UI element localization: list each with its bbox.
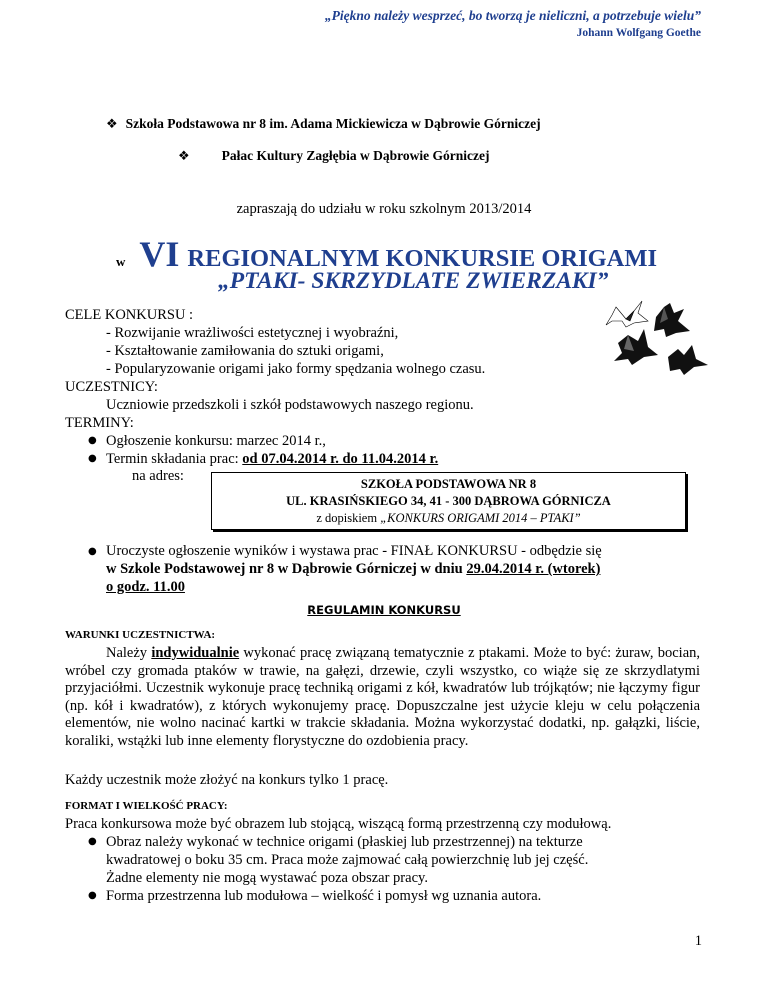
address-note: z dopiskiem „KONKURS ORIGAMI 2014 – PTAKI” [316, 511, 581, 525]
origami-crane-icon [606, 301, 648, 327]
address-street: UL. KRASIŃSKIEGO 34, 41 - 300 DĄBROWA GÓRNICZA [286, 494, 611, 508]
participants-text: Uczniowie przedszkoli i szkół podstawowych naszego regionu. [106, 397, 474, 413]
goal-item: - Rozwijanie wrażliwości estetycznej i wyobraźni, [106, 325, 399, 341]
format-heading: FORMAT I WIELKOŚĆ PRACY: [65, 800, 228, 812]
format-bullet-1: Żadne elementy nie mogą wystawać poza obszar pracy. [106, 870, 428, 886]
goal-item: - Kształtowanie zamiłowania do sztuki origami, [106, 343, 384, 359]
invite-text: zapraszają do udziału w roku szkolnym 2013/2014 [236, 201, 532, 217]
format-intro: Praca konkursowa może być obrazem lub stojącą, wiszącą formą przestrzenną czy modułową. [65, 816, 612, 832]
page-number: 1 [694, 933, 702, 949]
bullet-dot-icon: ● [88, 546, 97, 557]
final-line-3: o godz. 11.00 [106, 579, 185, 595]
participants-heading: UCZESTNICY: [65, 379, 158, 395]
format-bullet-1: Obraz należy wykonać w technice origami (płaskiej lub przestrzennej) na tekturze [106, 834, 583, 850]
organizer-2: ❖ Pałac Kultury Zagłębia w Dąbrowie Górniczej [178, 148, 490, 164]
diamond-bullet-icon: ❖ [178, 149, 190, 164]
bullet-dot-icon: ● [88, 836, 97, 847]
origami-crane-icon [654, 303, 690, 337]
address-label: na adres: [132, 468, 184, 484]
goals-heading: CELE KONKURSU : [65, 307, 194, 323]
conditions-paragraph: Należy indywidualnie wykonać pracę związaną tematycznie z ptakami. Może to być: żuraw, bocian, wróbel czy gromada ptaków w trawie, na gałęzi, drzewie, czyli wszystko, co wiąże się ze skrzydlatymi przyjaciółmi. Uczestnik wykonuje pracę techniką origami z kół, kwadratów lub trójkątów; nie łączymy figur (np. kół i kwadratów), z których wykonujemy pracę. Dopuszczalne jest użycie kleju w celu połączenia elementów, nie wolno nacinać kartki w trakcie składania. Można wykorzystać dodatki, np. gałązki, liście, koraliki, wstążki lub inne elementy florystyczne do ozdobienia pracy. [65, 645, 700, 749]
motto-author: Johann Wolfgang Goethe [576, 27, 701, 39]
bullet-dot-icon: ● [88, 890, 97, 901]
origami-crane-icon [614, 329, 658, 365]
bullet-dot-icon: ● [88, 435, 97, 446]
bullet-dot-icon: ● [88, 453, 97, 464]
address-box [211, 472, 686, 530]
conditions-heading: WARUNKI UCZESTNICTWA: [65, 629, 216, 641]
final-line-2: w Szkole Podstawowej nr 8 w Dąbrowie Górniczej w dniu 29.04.2014 r. (wtorek) [106, 561, 601, 577]
organizer-1: ❖ Szkoła Podstawowa nr 8 im. Adama Mickiewicza w Dąbrowie Górniczej [106, 116, 541, 132]
motto-quote: „Piękno należy wesprzeć, bo tworzą je nieliczni, a potrzebuje wielu” [324, 8, 701, 23]
format-bullet-2: Forma przestrzenna lub modułowa – wielkość i pomysł wg uznania autora. [106, 888, 542, 904]
rules-heading: REGULAMIN KONKURSU [307, 603, 461, 617]
origami-cranes-image [604, 299, 712, 381]
terms-submit: Termin składania prac: od 07.04.2014 r. do 11.04.2014 r. [106, 451, 439, 467]
diamond-bullet-icon: ❖ [106, 117, 118, 132]
contest-subtitle: „PTAKI- SKRZYDLATE ZWIERZAKI” [218, 268, 609, 294]
address-school: SZKOŁA PODSTAWOWA NR 8 [360, 477, 537, 491]
format-bullet-1: kwadratowej o boku 35 cm. Praca może zajmować całą powierzchnię lub jej część. [106, 852, 589, 868]
terms-heading: TERMINY: [65, 415, 134, 431]
final-line-1: Uroczyste ogłoszenie wyników i wystawa prac - FINAŁ KONKURSU - odbędzie się [106, 543, 602, 559]
terms-announce: Ogłoszenie konkursu: marzec 2014 r., [106, 433, 326, 449]
contest-title: w VI REGIONALNYM KONKURSIE ORIGAMI [116, 234, 658, 274]
conditions-limit: Każdy uczestnik może złożyć na konkurs tylko 1 pracę. [65, 772, 389, 788]
origami-crane-icon [668, 345, 708, 375]
goal-item: - Popularyzowanie origami jako formy spędzania wolnego czasu. [106, 361, 486, 377]
